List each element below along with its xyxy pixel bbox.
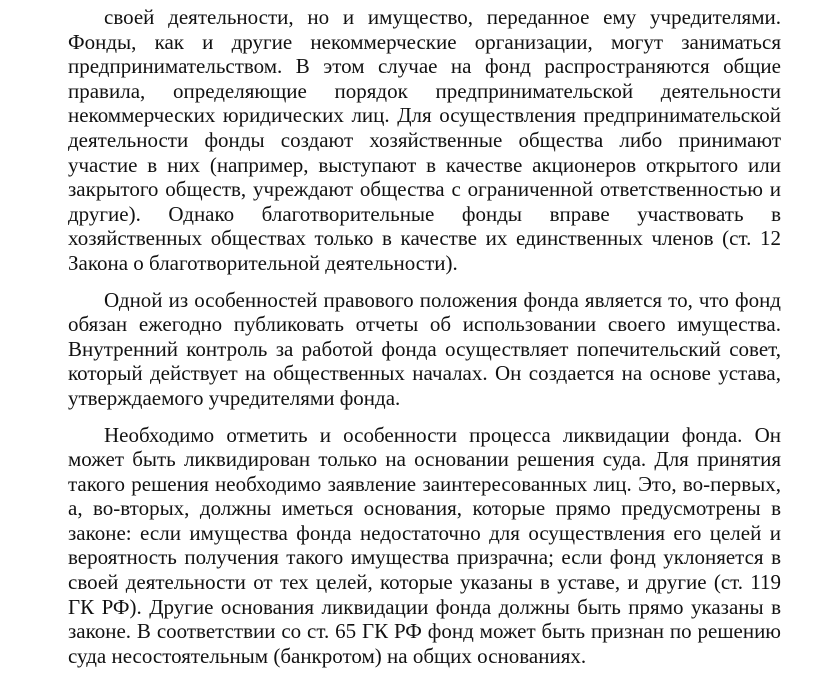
document-page — [68, 0, 781, 668]
paragraph-foundation-legal-status: Одной из особенностей правового положения фонда является то, что фонд обязан ежегодно публиковать отчеты об использовании своего имущества. Внутренний контроль за работой фонда осуществляет попечительский совет, который действует на общественных началах. Он создается на основе устава, утверждаемого учредителями фонда. — [68, 287, 781, 410]
paragraph-foundation-business-activity: своей деятельности, но и имущество, переданное ему учредителями. Фонды, как и другие некоммерческие организации, могут заниматься предпринимательством. В этом случае на фонд распространяются общие правила, определяющие порядок предпринимательской деятельности некоммерческих юридических лиц. Для осуществления предпринимательской деятельности фонды создают хозяйственные общества либо принимают участие в них (например, выступают в качестве акционеров открытого или закрытого обществ, учреждают общества с ограниченной ответственностью и другие). Однако благотворительные фонды вправе участвовать в хозяйственных обществах только в качестве их единственных членов (ст. 12 Закона о благотворительной деятельности). — [68, 5, 781, 275]
paragraph-foundation-liquidation: Необходимо отметить и особенности процесса ликвидации фонда. Он может быть ликвидирован только на основании решения суда. Для принятия такого решения необходимо заявление заинтересованных лиц. Это, во-первых, а, во-вторых, должны иметься основания, которые прямо предусмотрены в законе: если имущества фонда недостаточно для осуществления его целей и вероятность получения такого имущества призрачна; если фонд уклоняется в своей деятельности от тех целей, которые указаны в уставе, и другие (ст. 119 ГК РФ). Другие основания ликвидации фонда должны быть прямо указаны в законе. В соответствии со ст. 65 ГК РФ фонд может быть признан по решению суда несостоятельным (банкротом) на общих основаниях. — [68, 422, 781, 668]
